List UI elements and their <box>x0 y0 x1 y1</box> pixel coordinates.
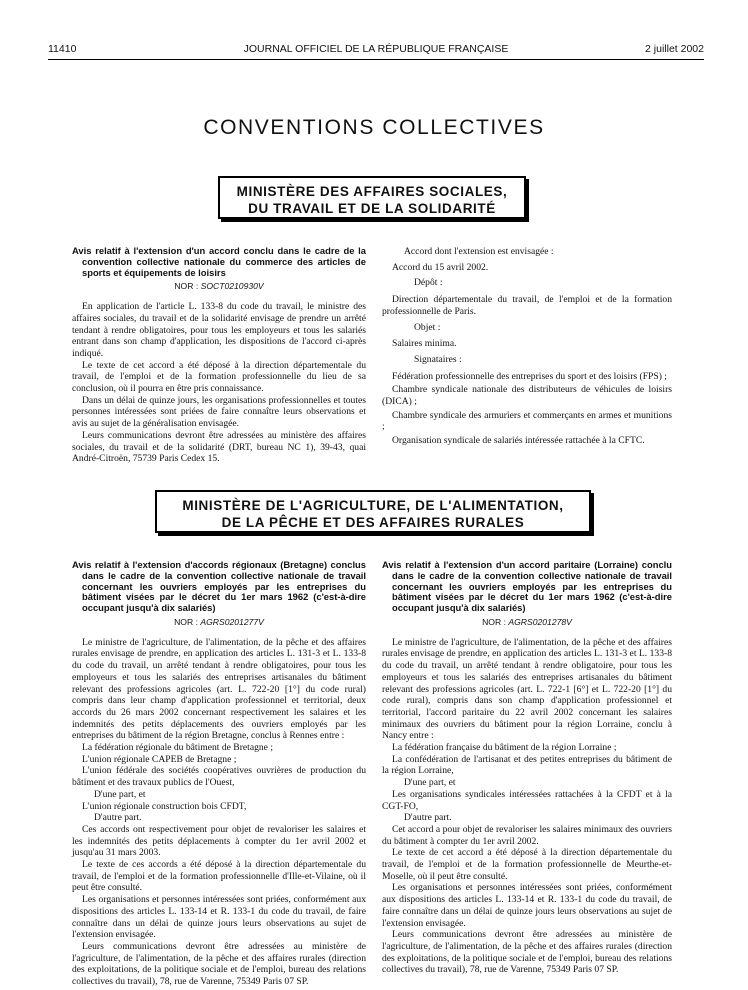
party: La fédération française du bâtiment de la région Lorraine ; <box>392 742 617 754</box>
ministry-line-1: MINISTÈRE DE L'AGRICULTURE, DE L'ALIMENTATION, <box>182 498 564 513</box>
avis2-bretagne-column <box>72 560 366 988</box>
accord-label: Accord dont l'extension est envisagée : <box>404 246 554 257</box>
issue-date: 2 juillet 2002 <box>645 43 704 55</box>
ministry-box-agriculture <box>155 490 591 533</box>
accord-value: Accord du 15 avril 2002. <box>392 261 489 273</box>
nor-label: NOR : <box>174 281 199 292</box>
avis-title: Avis relatif à l'extension d'un accord conclu dans le cadre de la convention collective nationale du commerce des articles de sports et équipements de loisirs <box>72 245 366 278</box>
d-une-part: D'une part, et <box>94 788 146 800</box>
nor-reference <box>72 617 366 629</box>
depot-label: Dépôt : <box>414 277 443 289</box>
paragraph: Leurs communications devront être adressées au ministère de l'agriculture, de l'alimentation, de la pêche et des affaires rurales (direction des exploitations, de la politique sociale et de l'emploi, bureau des relations collectives du travail), 78, rue de Varenne, 75349 Paris 07 SP. <box>382 929 672 976</box>
party: L'union régionale CAPEB de Bretagne ; <box>82 753 237 765</box>
avis1-right-column <box>382 246 672 449</box>
signataires-label: Signataires : <box>414 353 462 365</box>
ministry-line-1: MINISTÈRE DES AFFAIRES SOCIALES, <box>236 184 508 199</box>
d-autre-part: D'autre part. <box>404 812 452 824</box>
ministry-line-2: DE LA PÊCHE ET DES AFFAIRES RURALES <box>221 515 525 530</box>
avis-title: Avis relatif à l'extension d'accords régionaux (Bretagne) conclus dans le cadre de la convention collective nationale de travail concernant les ouvriers employés par les entreprises du bâtiment visées par le décret du 1er mars 1962 (c'est-à-dire occupant jusqu'à dix salariés) <box>72 559 366 614</box>
ministry-line-2: DU TRAVAIL ET DE LA SOLIDARITÉ <box>248 201 496 216</box>
signatory: Organisation syndicale de salariés intéressée rattachée à la CFTC. <box>392 435 645 447</box>
nor-code: AGRS0201278V <box>508 616 572 627</box>
party: Les organisations syndicales intéressées rattachées à la CFDT et à la CGT-FO, <box>382 788 672 812</box>
paragraph: Leurs communications devront être adressées au ministère des affaires sociales, du travail et de la solidarité (DRT, bureau NC 1), 39-43, quai André-Citroën, 75739 Paris Cedex 15. <box>72 429 366 465</box>
paragraph: Le texte de cet accord a été déposé à la direction départementale du travail, de l'emploi et de la formation professionnelle du lieu de sa conclusion, où il pourra en être pris connaissance. <box>72 359 366 395</box>
party: L'union régionale construction bois CFDT, <box>82 800 247 812</box>
nor-reference <box>72 281 366 293</box>
intro-paragraph: Le ministre de l'agriculture, de l'alimentation, de la pêche et des affaires rurales envisage de prendre, en application des articles L. 131-3 et L. 133-8 du code du travail, un arrêté tendant à rendre obligatoires, pour tous les employeurs et tous les salariés des entreprises artisanales du bâtiment relevant des professions agricoles (art. L. 722-20 [1°] du code rural) compris dans leur champ d'application professionnel et territorial, deux accords du 26 mars 2002 concernant respectivement les salaires et les indemnités des petits déplacements des ouvriers employés par les entreprises du bâtiment de la région Bretagne, conclus à Rennes entre : <box>72 636 366 742</box>
avis-title: Avis relatif à l'extension d'un accord paritaire (Lorraine) conclu dans le cadre de la convention collective nationale de travail concernant les ouvriers employés par les entreprises du bâtiment visées par le décret du 1er mars 1962 (c'est-à-dire occupant jusqu'à dix salariés) <box>382 559 672 614</box>
nor-label: NOR : <box>482 616 506 627</box>
paragraph: Le texte de cet accord a été déposé à la direction départementale du travail, de l'emploi et de la formation professionnelle de Meurthe-et-Moselle, où il peut être consulté. <box>382 847 672 882</box>
page-number: 11410 <box>48 43 77 55</box>
objet-label: Objet : <box>414 321 441 333</box>
journal-title: JOURNAL OFFICIEL DE LA RÉPUBLIQUE FRANÇAISE <box>243 43 509 55</box>
paragraph: En application de l'article L. 133-8 du code du travail, le ministre des affaires sociales, du travail et de la solidarité envisage de prendre un arrêté tendant à rendre obligatoires, pour tous les employeurs et tous les salariés entrant dans son champ d'application, les dispositions de l'accord ci-après indiqué. <box>72 301 366 359</box>
paragraph: Le texte de ces accords a été déposé à la direction départementale du travail, de l'emploi et de la formation professionnelle d'Ille-et-Vilaine, où il peut être consulté. <box>72 859 366 894</box>
party: La confédération de l'artisanat et des petites entreprises du bâtiment de la région Lorraine, <box>382 753 672 777</box>
signatory: Chambre syndicale nationale des distributeurs de véhicules de loisirs (DICA) ; <box>382 384 672 408</box>
avis3-lorraine-column <box>382 560 672 976</box>
d-une-part: D'une part, et <box>404 777 456 789</box>
depot-value: Direction départementale du travail, de l'emploi et de la formation professionnelle de Paris. <box>382 294 672 317</box>
party: La fédération régionale du bâtiment de Bretagne ; <box>82 742 273 754</box>
signatory: Chambre syndicale des armuriers et commerçants en armes et munitions ; <box>382 409 672 433</box>
objet-value: Salaires minima. <box>392 338 457 350</box>
paragraph: Dans un délai de quinze jours, les organisations professionnelles et toutes personnes intéressées sont priées de faire connaître leurs observations et avis au sujet de la généralisation envisagée. <box>72 394 366 430</box>
nor-reference <box>382 617 672 629</box>
running-header <box>48 43 704 59</box>
header-rule <box>48 59 704 60</box>
paragraph: Cet accord a pour objet de revaloriser les salaires minimaux des ouvriers du bâtiment à compter du 1er avril 2002. <box>382 823 672 847</box>
ministry-box-social-affairs <box>218 176 526 219</box>
intro-paragraph: Le ministre de l'agriculture, de l'alimentation, de la pêche et des affaires rurales envisage de prendre, en application des articles L. 131-3 et L. 133-8 du code du travail, un arrêté tendant à rendre obligatoire, pour tous les employeurs et tous les salariés des entreprises artisanales du bâtiment relevant des professions agricoles (art. L. 722-1 [6°] et L. 722-20 [1°] du code rural), compris dans son champ d'application professionnel et territorial, l'accord paritaire du 22 avril 2002 concernant les salaires minimaux des ouvriers du bâtiment pour la région Lorraine, conclu à Nancy entre : <box>382 636 672 742</box>
avis1-left-column <box>72 246 366 465</box>
signatory: Fédération professionnelle des entreprises du sport et des loisirs (FPS) ; <box>392 370 667 382</box>
nor-code: SOCT0210930V <box>200 281 264 292</box>
paragraph: Les organisations et personnes intéressées sont priées, conformément aux dispositions des articles L. 133-14 et R. 133-1 du code du travail, de faire connaître dans un délai de quinze jours leurs observations au sujet de l'extension envisagée. <box>72 894 366 941</box>
party: L'union fédérale des sociétés coopératives ouvrières de production du bâtiment et des travaux publics de l'Ouest, <box>72 765 366 789</box>
nor-code: AGRS0201277V <box>200 616 264 627</box>
paragraph: Ces accords ont respectivement pour objet de revaloriser les salaires et les indemnités des petits déplacements à compter du 1er avril 2002 et jusqu'au 31 mars 2003. <box>72 823 366 859</box>
paragraph: Les organisations et personnes intéressées sont priées, conformément aux dispositions des articles L. 133-14 et R. 133-1 du code du travail, de faire connaître dans un délai de quinze jours leurs observations au sujet de l'extension envisagée. <box>382 882 672 929</box>
nor-label: NOR : <box>174 616 198 627</box>
paragraph: Leurs communications devront être adressées au ministère de l'agriculture, de l'alimentation, de la pêche et des affaires rurales (direction des exploitations, de la politique sociale et de l'emploi, bureau des relations collectives du travail), 78, rue de Varenne, 75349 Paris 07 SP. <box>72 940 366 988</box>
d-autre-part: D'autre part. <box>94 812 142 824</box>
section-title: CONVENTIONS COLLECTIVES <box>203 116 545 139</box>
